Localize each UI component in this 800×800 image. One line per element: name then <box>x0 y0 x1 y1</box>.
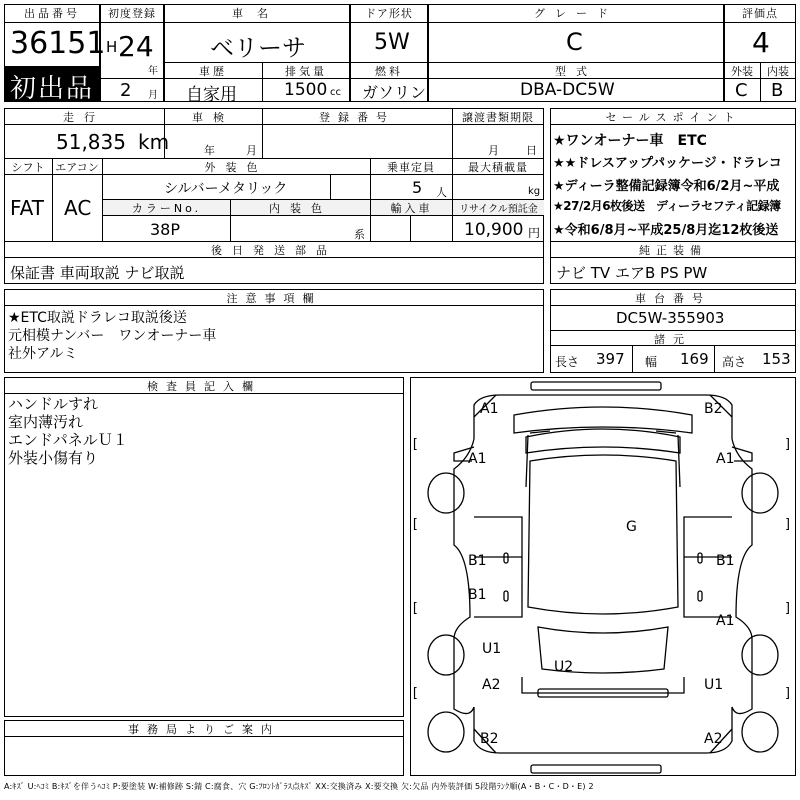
int-label: 内装 <box>767 65 789 78</box>
damage-mark: A1 <box>716 451 735 467</box>
inspection-year-unit: 年 <box>204 144 215 157</box>
reg-month: 2 <box>120 80 132 101</box>
bracket-mark: ] <box>784 686 792 701</box>
transfer-label: 譲渡書類期限 <box>462 111 534 124</box>
sales-line: ★ワンオーナー車 ETC <box>553 133 707 149</box>
office-label: 事務局よりご案内 <box>128 723 280 736</box>
equip-label: 純正装備 <box>639 244 707 257</box>
inspector-line: ハンドルすれ <box>8 395 99 413</box>
damage-mark: A1 <box>480 401 499 417</box>
sales-label: セールスポイント <box>605 111 741 124</box>
car-diagram <box>410 377 796 776</box>
cc-unit: cc <box>330 87 341 98</box>
score: 4 <box>752 26 770 59</box>
colorno: 38P <box>150 220 181 239</box>
door: 5W <box>374 30 410 55</box>
import-label: 輸入車 <box>371 200 452 215</box>
capacity-label: 乗車定員 <box>387 161 435 174</box>
int-grade: B <box>771 80 784 101</box>
plate-label: 登録番号 <box>319 111 395 124</box>
height: 153 <box>762 350 791 368</box>
reg-month-unit: 月 <box>148 90 158 101</box>
first-listing-text: 初出品 <box>10 74 95 104</box>
sales-line: ★27/2月6枚後送 ディーラセフティ記録簿 <box>553 199 781 213</box>
history-label: 車歴 <box>199 65 227 78</box>
length: 397 <box>596 350 625 368</box>
lot-number: 36151 <box>10 26 106 61</box>
chassis-number: DC5W-355903 <box>616 309 725 327</box>
inspector-label: 検査員記入欄 <box>147 380 261 393</box>
capacity-unit: 人 <box>436 186 447 199</box>
damage-mark: A2 <box>704 731 723 747</box>
damage-mark: B1 <box>468 587 487 603</box>
fuel-label: 燃料 <box>375 65 403 78</box>
lot-label: 出品番号 <box>24 7 80 20</box>
transfer-day-unit: 日 <box>526 144 537 157</box>
color: シルバーメタリック <box>164 181 288 197</box>
ac: AC <box>64 196 92 220</box>
car-name: ベリーサ <box>210 34 306 62</box>
recycle-unit: 円 <box>528 226 541 240</box>
dims-label: 諸元 <box>654 333 692 346</box>
model-label: 型式 <box>555 65 597 78</box>
mileage-label: 走行 <box>63 111 105 124</box>
capacity: 5 <box>412 178 423 197</box>
bracket-mark: [ <box>411 517 419 532</box>
reg-era: H <box>106 38 118 56</box>
load-label: 最大積載量 <box>468 161 528 174</box>
equip: ナビ TV エアB PS PW <box>556 264 708 282</box>
damage-mark: G <box>626 519 637 535</box>
damage-mark: U1 <box>704 677 724 693</box>
damage-mark: B1 <box>716 553 735 569</box>
reg-year: 24 <box>118 30 154 63</box>
colorno-label: カラーNo. <box>103 200 230 215</box>
grade-label: グレード <box>534 7 618 20</box>
reg-label: 初度登録 <box>108 7 156 20</box>
reg-year-unit: 年 <box>148 66 158 77</box>
damage-mark: B2 <box>704 401 723 417</box>
notes-label: 注意事項欄 <box>226 292 322 305</box>
notes-line: 社外アルミ <box>8 346 78 362</box>
inspector-line: 室内薄汚れ <box>8 413 84 431</box>
model: DBA-DC5W <box>520 80 615 100</box>
load-unit: kg <box>528 186 541 197</box>
length-label: 長さ <box>555 355 580 369</box>
sales-line: ★令和6/8月~平成25/8月迄12枚後送 <box>553 223 779 238</box>
bracket-mark: ] <box>784 601 792 616</box>
bracket-mark: [ <box>411 437 419 452</box>
damage-mark: A1 <box>716 613 735 629</box>
sales-line: ★★ドレスアップパッケージ・ドラレコ <box>553 156 782 171</box>
damage-mark: U1 <box>482 641 502 657</box>
displacement-label: 排気量 <box>285 65 327 78</box>
mileage: 51,835 <box>56 130 126 154</box>
door-label: ドア形状 <box>365 7 413 20</box>
displacement: 1500 <box>284 80 328 100</box>
shipping-label: 後日発送部品 <box>211 244 337 257</box>
recycle: 10,900 <box>464 220 524 240</box>
ext-label: 外装 <box>731 65 753 78</box>
damage-mark: B2 <box>480 731 499 747</box>
shift: FAT <box>10 196 45 220</box>
ext-grade: C <box>735 80 748 101</box>
history: 自家用 <box>186 85 237 105</box>
bracket-mark: ] <box>784 437 792 452</box>
width: 169 <box>680 350 709 368</box>
inspection-month-unit: 月 <box>246 144 257 157</box>
sales-line: ★ディーラ整備記録簿令和6/2月~平成 <box>553 179 780 194</box>
height-label: 高さ <box>722 355 747 369</box>
grade: C <box>566 28 583 56</box>
transfer-month-unit: 月 <box>488 144 499 157</box>
mileage-unit: km <box>138 130 170 154</box>
damage-mark: U2 <box>554 659 574 675</box>
legend: A:ｷｽﾞ U:ﾍｺﾐ B:ｷｽﾞを伴うﾍｺﾐ P:要塗装 W:補修跡 S:錆 C:腐食、穴 G:ﾌﾛﾝﾄｶﾞﾗｽ点ｷｽﾞ XX:交換済み X:要交換 欠:欠品 内外装評価 5段階ﾗﾝｸ順(A・B・C・D・E) 2 <box>4 782 594 791</box>
shift-label: シフト <box>11 161 45 174</box>
shipping: 保証書 車両取説 ナビ取説 <box>10 264 185 282</box>
damage-mark: B1 <box>468 553 487 569</box>
score-label: 評価点 <box>742 7 778 20</box>
damage-mark: A1 <box>468 451 487 467</box>
inspector-line: 外装小傷有り <box>8 449 99 467</box>
notes-line: ★ETC取説ドラレコ取説後送 <box>8 310 187 326</box>
color-label: 外装色 <box>204 161 268 174</box>
notes-line: 元相模ナンバー ワンオーナー車 <box>8 328 217 344</box>
intcolor-label: 内装色 <box>231 200 370 215</box>
intcolor-unit: 系 <box>354 228 365 241</box>
ac-label: エアコン <box>55 161 99 174</box>
inspection-label: 車検 <box>192 111 234 124</box>
width-label: 幅 <box>645 355 658 369</box>
chassis-label: 車台番号 <box>635 292 711 305</box>
bracket-mark: [ <box>411 686 419 701</box>
bracket-mark: [ <box>411 601 419 616</box>
inspector-line: エンドパネルＵ１ <box>8 431 128 449</box>
recycle-label: リサイクル預託金 <box>453 200 544 215</box>
fuel: ガソリン <box>362 83 427 102</box>
damage-mark: A2 <box>482 677 501 693</box>
bracket-mark: ] <box>784 517 792 532</box>
car-name-label: 車名 <box>232 7 282 20</box>
